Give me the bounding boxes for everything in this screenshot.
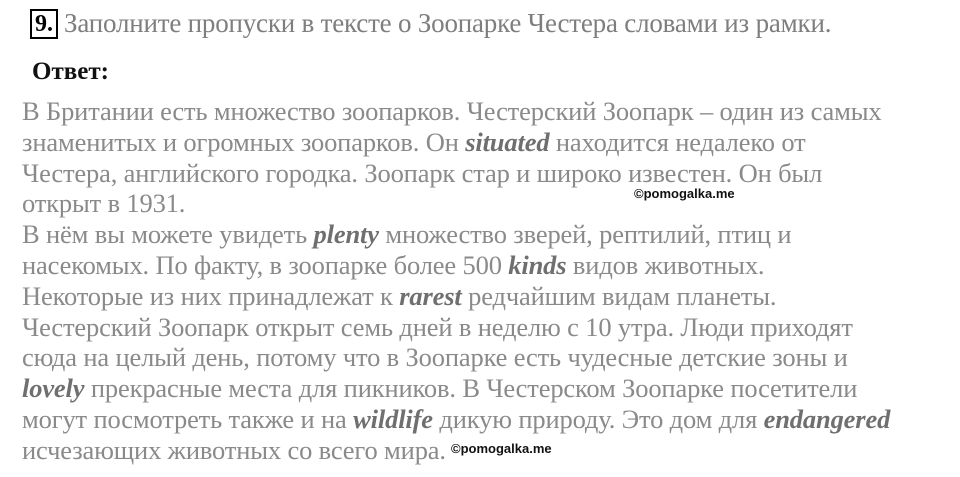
text-line: Честера, английского городка. Зоопарк стар и широко известен. Он был xyxy=(22,157,823,188)
watermark: ©pomogalka.me xyxy=(634,186,735,201)
text-line xyxy=(22,219,952,250)
text-line xyxy=(22,404,952,435)
watermark: ©pomogalka.me xyxy=(451,441,552,456)
text-line: исчезающих животных со всего мира. xyxy=(22,434,446,465)
keyword-kinds: kinds xyxy=(508,249,567,280)
text-line xyxy=(22,373,952,404)
text-line xyxy=(22,250,952,281)
keyword-situated: situated xyxy=(465,126,550,157)
text-line xyxy=(22,127,952,158)
keyword-lovely: lovely xyxy=(22,373,85,404)
text-fragment: В нём вы можете увидеть xyxy=(22,219,314,250)
text-line xyxy=(22,281,952,312)
text-fragment: дикую природу. Это дом для xyxy=(432,403,764,434)
task-header xyxy=(30,8,831,39)
text-line: открыт в 1931. xyxy=(22,188,186,219)
task-instruction: Заполните пропуски в тексте о Зоопарке Честера словами из рамки. xyxy=(64,8,832,38)
text-fragment: видов животных. xyxy=(566,249,765,280)
keyword-rarest: rarest xyxy=(399,280,462,311)
text-fragment: знаменитых и огромных зоопарков. Он xyxy=(22,126,466,157)
task-number: 9. xyxy=(30,9,58,39)
text-fragment: Некоторые из них принадлежат к xyxy=(22,280,400,311)
keyword-endangered: endangered xyxy=(763,403,891,434)
answer-paragraph xyxy=(22,96,952,466)
answer-label: Ответ: xyxy=(32,58,109,85)
keyword-wildlife: wildlife xyxy=(353,403,433,434)
text-line: Честерский Зоопарк открыт семь дней в неделю с 10 утра. Люди приходят xyxy=(22,311,853,342)
text-fragment: находится недалеко от xyxy=(549,126,806,157)
text-line: В Британии есть множество зоопарков. Честерский Зоопарк – один из самых xyxy=(22,96,882,126)
text-fragment: насекомых. По факту, в зоопарке более 500 xyxy=(22,249,509,280)
text-fragment: могут посмотреть также и на xyxy=(22,403,354,434)
text-fragment: множество зверей, рептилий, птиц и xyxy=(378,219,792,250)
text-line: сюда на целый день, потому что в Зоопарке есть чудесные детские зоны и xyxy=(22,342,848,373)
keyword-plenty: plenty xyxy=(313,219,379,250)
text-fragment: прекрасные места для пикников. В Честерском Зоопарке посетители xyxy=(84,373,858,404)
text-fragment: редчайшим видам планеты. xyxy=(461,280,777,311)
